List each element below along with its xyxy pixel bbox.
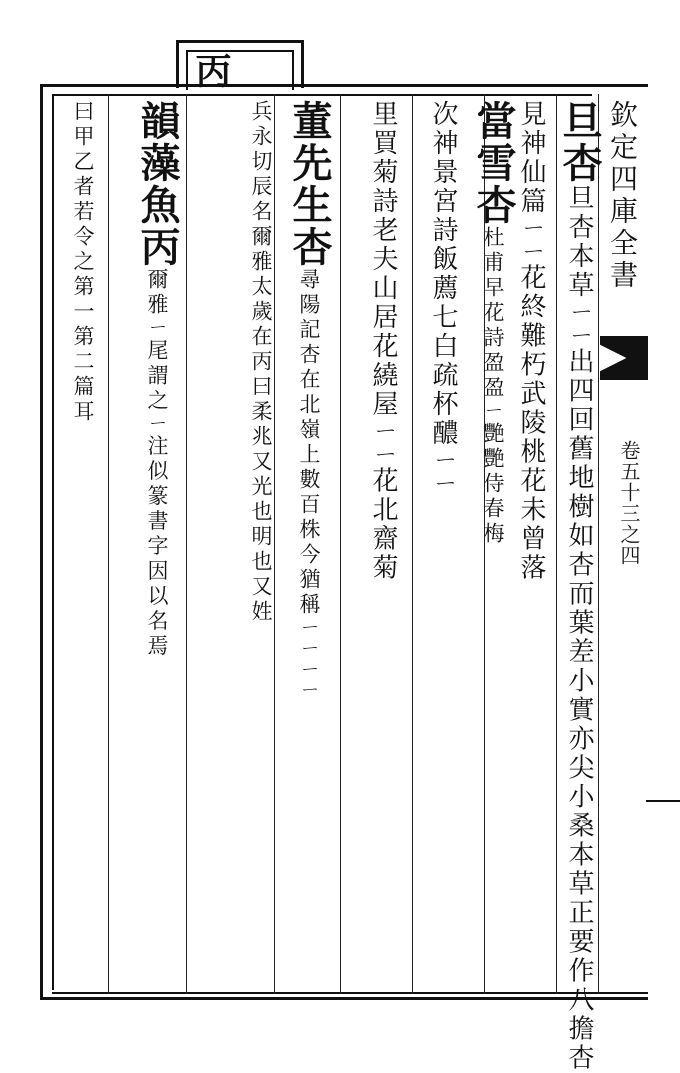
entry-note: 尋陽記杏在北嶺上數百株今猶稱ㄧㄧㄧㄧ <box>297 268 321 702</box>
entry-note: 杜甫早花詩盈盈ㄧ艷艷侍春梅 <box>481 226 505 547</box>
page-border-inner-left <box>52 94 54 990</box>
column-text: 里買菊詩老夫山居花繞屋ㄧㄧ花北齋菊 <box>368 100 398 583</box>
column-text: 次神景宮詩飯薦七白疏杯醲ㄧㄧ <box>428 100 458 496</box>
column-rule <box>108 94 109 994</box>
text-column-3 <box>470 100 516 547</box>
page-border-inner-top <box>52 94 592 96</box>
text-column-5 <box>360 100 406 583</box>
column-text: 旦杏本草ㄧㄧ出四回舊地樹如杏而葉差小實亦尖小桑本草正要作八擔杏 <box>564 184 594 1073</box>
text-column-7 <box>238 100 284 625</box>
text-column-1 <box>556 100 602 1073</box>
margin-rule <box>646 800 680 802</box>
text-column-6 <box>286 100 332 701</box>
column-rule <box>412 94 413 994</box>
text-column-9 <box>60 100 106 425</box>
entry-title: 旦杏 <box>556 100 603 184</box>
volume-label: 卷五十三之四 <box>617 440 641 566</box>
entry-title: 韻藻魚丙 <box>134 100 181 268</box>
column-text: 見神仙篇ㄧㄧ花終難朽武陵桃花未曾落 <box>516 100 546 583</box>
entry-title: 董先生杏 <box>286 100 333 268</box>
ear-character: 丙 <box>190 52 232 88</box>
column-rule <box>340 94 341 994</box>
column-text: 曰甲乙者若令之第一第二篇耳 <box>71 100 95 425</box>
column-rule <box>186 94 187 994</box>
series-title: 欽定四庫全書 <box>606 100 639 292</box>
text-column-4 <box>420 100 466 496</box>
entry-note: 爾雅ㄧ尾謂之ㄧ注似篆書字因以名焉 <box>145 268 169 660</box>
column-text: 兵永切辰名爾雅太歲在丙曰柔兆又光也明也又姓 <box>249 100 273 625</box>
entry-title: 當雪杏 <box>470 100 517 226</box>
text-column-8 <box>134 100 180 660</box>
